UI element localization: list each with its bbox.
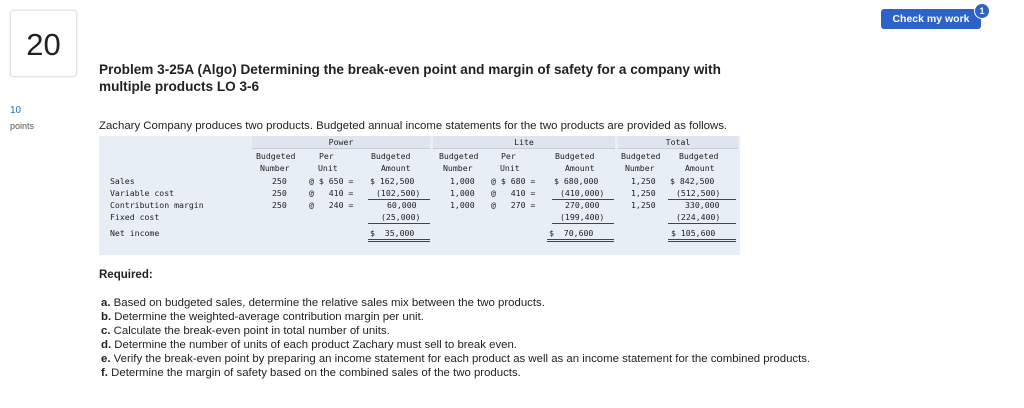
double-underline [368, 239, 430, 240]
underline [668, 223, 736, 224]
col-header: Budgeted [679, 151, 719, 161]
table-cell: 250 [272, 188, 287, 198]
table-cell: @ 410 = [309, 188, 354, 198]
table-cell: 1,000 [450, 188, 475, 198]
table-cell: $ 162,500 [370, 176, 415, 186]
double-underline [547, 239, 614, 240]
check-my-work-button[interactable]: Check my work [881, 9, 981, 29]
required-item-a [101, 296, 841, 310]
item-letter: c. [101, 325, 111, 337]
table-cell: 270,000 [565, 200, 600, 210]
col-header: Number [260, 163, 290, 173]
table-cell: 1,250 [631, 188, 656, 198]
col-header: Unit [318, 163, 338, 173]
table-cell: (224,400) [676, 212, 721, 222]
points-value: 10 [10, 105, 22, 116]
col-header: Budgeted [439, 151, 479, 161]
table-cell: $ 70,600 [549, 228, 594, 238]
group-header-power: Power [252, 136, 430, 149]
problem-title-line2: multiple products LO 3-6 [99, 79, 260, 94]
col-header: Amount [685, 163, 715, 173]
table-cell: 1,250 [631, 176, 656, 186]
item-letter: a. [101, 297, 111, 309]
question-number-box [10, 10, 77, 77]
table-cell: (199,400) [560, 212, 605, 222]
table-cell: (512,500) [676, 188, 721, 198]
table-cell: $ 842,500 [670, 176, 715, 186]
item-letter: e. [101, 353, 111, 365]
problem-title [99, 61, 819, 95]
check-attempts-badge: 1 [974, 3, 990, 19]
item-letter: f. [101, 367, 108, 379]
required-item-e [101, 352, 841, 366]
col-header: Per [501, 151, 516, 161]
table-cell: @ 270 = [491, 200, 536, 210]
col-header: Amount [381, 163, 411, 173]
col-header: Number [625, 163, 655, 173]
col-header: Amount [565, 163, 595, 173]
question-number: 20 [26, 27, 61, 62]
item-text: Determine the number of units of each product Zachary must sell to break even. [114, 339, 517, 351]
table-cell: 1,000 [450, 200, 475, 210]
row-label: Fixed cost [110, 212, 160, 222]
table-cell: $ 680,000 [554, 176, 599, 186]
group-header-lite: Lite [433, 136, 615, 149]
double-underline [668, 239, 736, 240]
double-underline [368, 241, 430, 242]
table-cell: 1,000 [450, 176, 475, 186]
row-label: Contribution margin [110, 200, 204, 210]
table-cell: 1,250 [631, 200, 656, 210]
table-cell: $ 105,600 [671, 228, 716, 238]
table-cell: @ 240 = [309, 200, 354, 210]
item-text: Determine the weighted-average contribution margin per unit. [114, 311, 424, 323]
underline [552, 223, 614, 224]
col-header: Per [319, 151, 334, 161]
table-cell: $ 35,000 [370, 228, 415, 238]
row-label: Net income [110, 228, 160, 238]
problem-intro: Zachary Company produces two products. Budgeted annual income statements for the two products are provided as follows. [99, 120, 728, 132]
col-header: Budgeted [555, 151, 595, 161]
table-cell: 250 [272, 176, 287, 186]
problem-title-line1: Problem 3-25A (Algo) Determining the break-even point and margin of safety for a company with [99, 62, 721, 77]
col-header: Budgeted [256, 151, 296, 161]
required-heading: Required: [99, 269, 153, 281]
table-cell: (102,500) [376, 188, 421, 198]
double-underline [668, 241, 736, 242]
required-item-d [101, 338, 841, 352]
table-cell: @ $ 680 = [491, 176, 536, 186]
table-cell: (25,000) [381, 212, 421, 222]
table-cell: 250 [272, 200, 287, 210]
table-cell: @ 410 = [491, 188, 536, 198]
item-letter: d. [101, 339, 112, 351]
required-list [101, 296, 841, 380]
required-item-f [101, 366, 841, 380]
required-item-c [101, 324, 841, 338]
points-label: points [10, 121, 35, 131]
underline [368, 223, 430, 224]
table-cell: 60,000 [387, 200, 417, 210]
col-header: Unit [500, 163, 520, 173]
item-text: Calculate the break-even point in total number of units. [113, 325, 390, 337]
item-text: Determine the margin of safety based on the combined sales of the two products. [111, 367, 521, 379]
table-cell: (410,000) [560, 188, 605, 198]
table-cell: @ $ 650 = [309, 176, 354, 186]
item-letter: b. [101, 311, 112, 323]
col-header: Budgeted [371, 151, 411, 161]
double-underline [547, 241, 614, 242]
col-header: Budgeted [621, 151, 661, 161]
item-text: Based on budgeted sales, determine the relative sales mix between the two products. [113, 297, 545, 309]
item-text: Verify the break-even point by preparing an income statement for each product as well as an income statement for the combined products. [113, 353, 811, 365]
row-label: Variable cost [110, 188, 175, 198]
col-header: Number [443, 163, 473, 173]
table-cell: 330,000 [685, 200, 720, 210]
row-label: Sales [110, 176, 135, 186]
required-item-b [101, 310, 841, 324]
group-header-total: Total [618, 136, 738, 149]
